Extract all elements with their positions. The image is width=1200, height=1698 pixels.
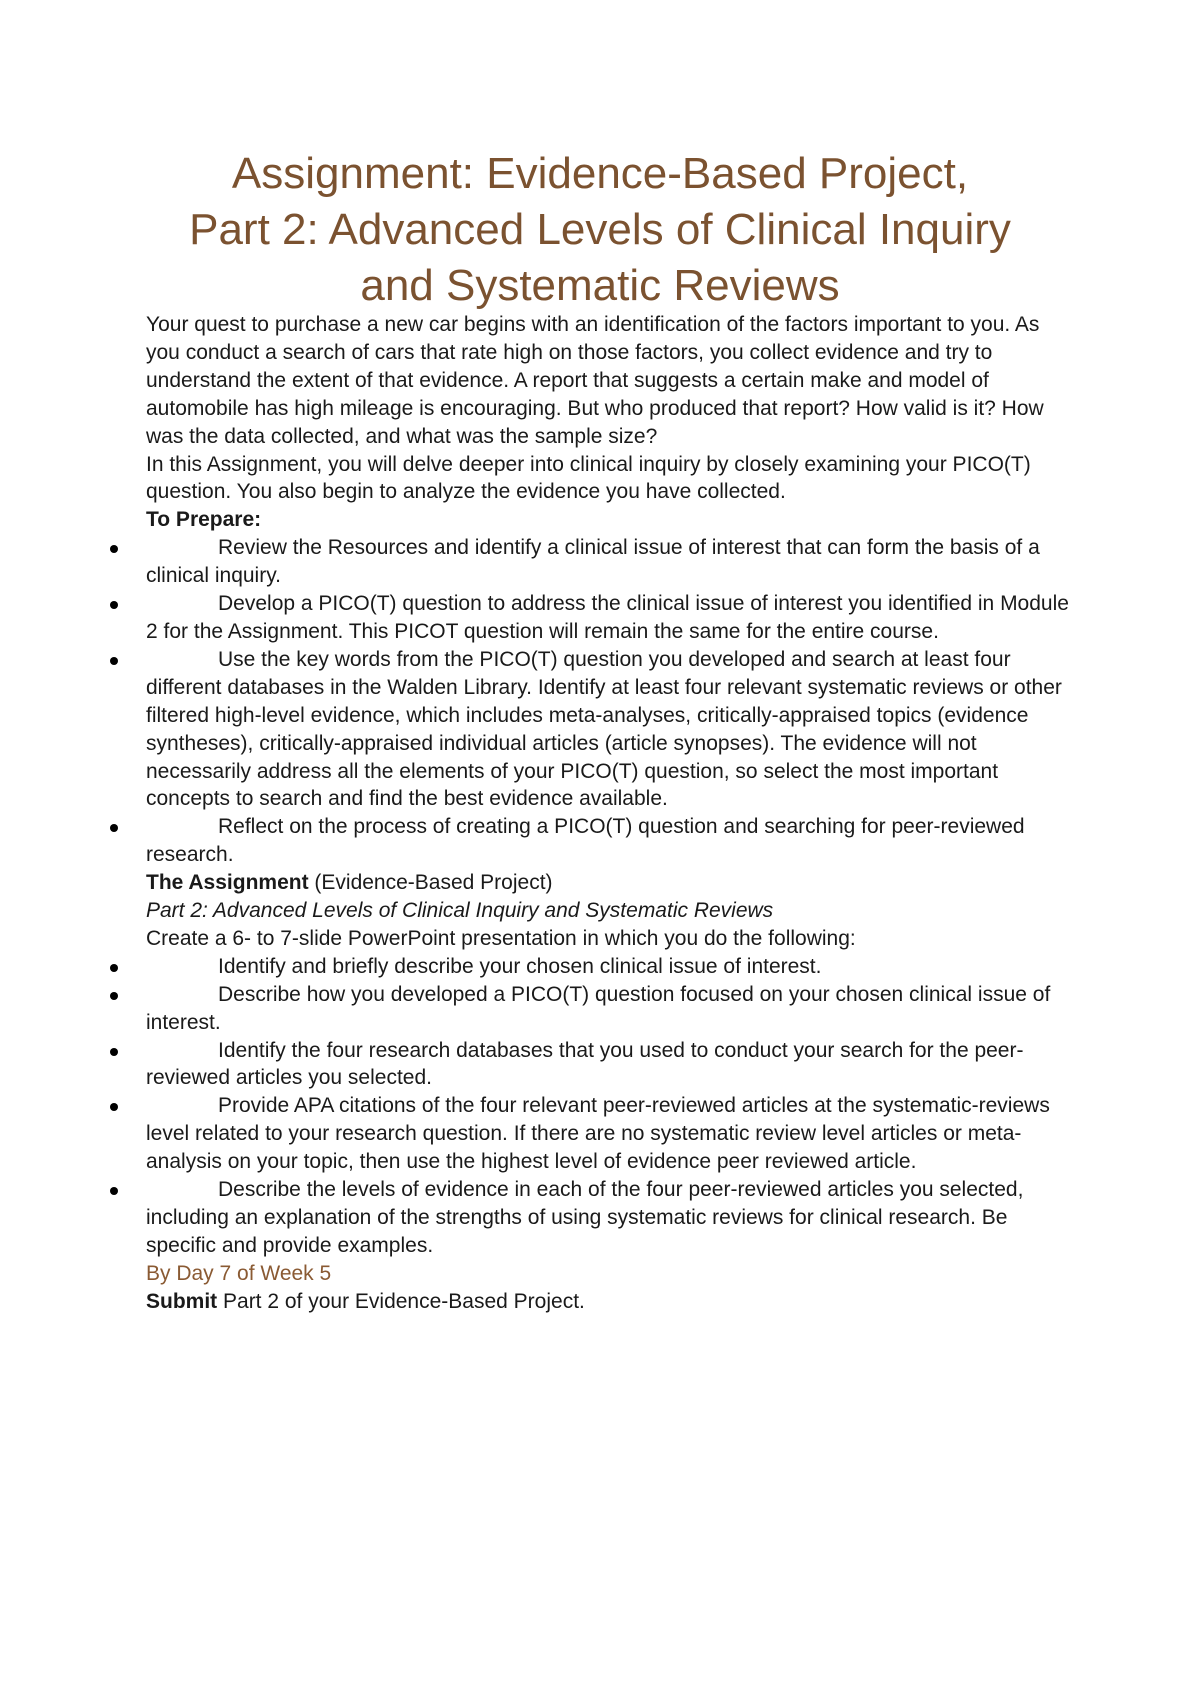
title-line-2: Part 2: Advanced Levels of Clinical Inquiry xyxy=(189,205,1011,254)
title-line-3: and Systematic Reviews xyxy=(360,261,840,310)
bullet-icon xyxy=(110,992,118,1000)
intro-paragraph-1: Your quest to purchase a new car begins with an identification of the factors important to you. As you conduct a search of cars that rate high on those factors, you collect evidence and try to understand the extent of that evidence. A report that suggests a certain make and model of automobile has high mileage is encouraging. But who produced that report? How valid is it? How was the data collected, and what was the sample size? xyxy=(146,313,1044,448)
bullet-icon xyxy=(110,824,118,832)
title-line-1: Assignment: Evidence-Based Project, xyxy=(231,149,969,198)
assignment-heading xyxy=(146,869,1076,897)
document-body xyxy=(146,311,1076,1316)
intro-paragraph-2: In this Assignment, you will delve deeper into clinical inquiry by closely examining your PICO(T) question. You also begin to analyze the evidence you have collected. xyxy=(146,452,1031,504)
bullet-icon xyxy=(110,657,118,665)
list-item xyxy=(146,646,1076,813)
list-item-text: Describe the levels of evidence in each of the four peer-reviewed articles you selected, including an explanation of the strengths of using systematic reviews for clinical research. Be specific and provide examples. xyxy=(146,1178,1024,1257)
submit-line xyxy=(146,1288,1076,1316)
assignment-heading-bold: The Assignment xyxy=(146,871,309,895)
list-item xyxy=(146,813,1076,869)
assignment-intro: Create a 6- to 7-slide PowerPoint presentation in which you do the following: xyxy=(146,926,856,950)
bullet-icon xyxy=(110,964,118,972)
list-item xyxy=(146,1037,1076,1093)
list-item xyxy=(146,1092,1076,1176)
prepare-list xyxy=(146,534,1076,869)
bullet-icon xyxy=(110,601,118,609)
list-item xyxy=(146,981,1076,1037)
bullet-icon xyxy=(110,1187,118,1195)
assignment-list xyxy=(146,953,1076,1260)
bullet-icon xyxy=(110,1048,118,1056)
list-item-text: Review the Resources and identify a clinical issue of interest that can form the basis of a clinical inquiry. xyxy=(146,536,1040,588)
deadline-text: By Day 7 of Week 5 xyxy=(146,1261,332,1285)
document-title xyxy=(120,146,1080,314)
assignment-heading-rest: (Evidence-Based Project) xyxy=(308,871,553,895)
list-item xyxy=(146,953,1076,981)
bullet-icon xyxy=(110,545,118,553)
list-item-text: Identify the four research databases that you used to conduct your search for the peer-reviewed articles you selected. xyxy=(146,1038,1024,1090)
prepare-heading: To Prepare: xyxy=(146,508,262,532)
submit-bold: Submit xyxy=(146,1289,218,1313)
assignment-subtitle: Part 2: Advanced Levels of Clinical Inquiry and Systematic Reviews xyxy=(146,899,774,923)
bullet-icon xyxy=(110,1103,118,1111)
list-item xyxy=(146,534,1076,590)
list-item-text: Develop a PICO(T) question to address the clinical issue of interest you identified in Module 2 for the Assignment. This PICOT question will remain the same for the entire course. xyxy=(146,592,1069,643)
list-item xyxy=(146,590,1076,646)
list-item-text: Identify and briefly describe your chosen clinical issue of interest. xyxy=(218,954,822,978)
list-item-text: Describe how you developed a PICO(T) question focused on your chosen clinical issue of interest. xyxy=(146,982,1051,1034)
list-item-text: Reflect on the process of creating a PICO(T) question and searching for peer-reviewed research. xyxy=(146,815,1025,867)
list-item-text: Provide APA citations of the four relevant peer-reviewed articles at the systematic-reviews level related to your research question. If there are no systematic review level articles or meta-analysis on your topic, then use the highest level of evidence peer reviewed article. xyxy=(146,1094,1050,1174)
submit-rest: Part 2 of your Evidence-Based Project. xyxy=(217,1289,585,1313)
list-item xyxy=(146,1176,1076,1260)
list-item-text: Use the key words from the PICO(T) question you developed and search at least four different databases in the Walden Library. Identify at least four relevant systematic reviews or other filtered high-level evidence, which includes meta-analyses, critically-appraised topics (evidence syntheses), critically-appraised individual articles (article synopses). The evidence will not necessarily address all the elements of your PICO(T) question, so select the most important concepts to search and find the best evidence available. xyxy=(146,647,1062,811)
